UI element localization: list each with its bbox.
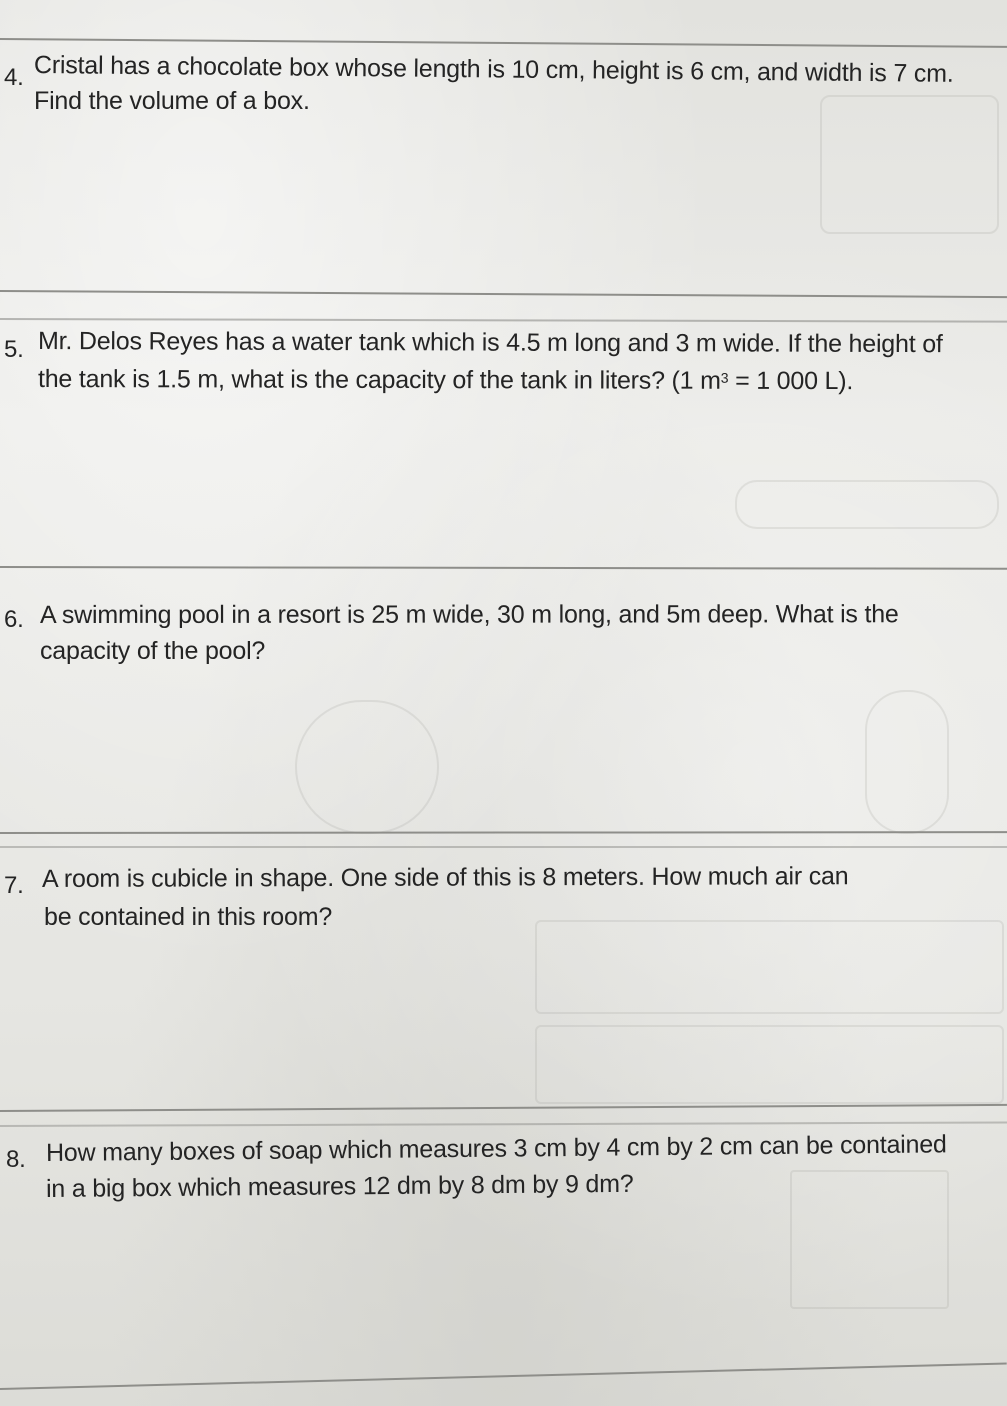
question-text-line-2 [38,362,853,399]
divider-rule [0,318,1007,323]
question-text-line-2: capacity of the pool? [40,637,266,665]
divider-rule [0,566,1007,570]
question-text-line-2: be contained in this room? [44,903,333,931]
question-number: 5. [4,336,24,363]
question-5 [0,324,1007,404]
divider-rule [0,290,1007,298]
bottom-rule [0,1363,1007,1390]
divider-rule [0,1121,1007,1127]
show-through-box [295,700,439,834]
question-4 [0,48,1007,128]
divider-rule [0,846,1007,848]
question-text-line-2: Find the volume of a box. [34,87,310,115]
question-text-line-1: A swimming pool in a resort is 25 m wide, 30 m long, and 5m deep. What is the [39,600,899,629]
show-through-box [535,1025,1004,1104]
show-through-box [865,690,949,834]
question-7 [0,862,1007,942]
show-through-box [735,480,999,529]
question-8 [0,1128,1007,1208]
question-number: 6. [4,606,24,633]
question-number: 7. [4,872,24,899]
question-text-line-2: in a big box which measures 12 dm by 8 dm by 9 dm? [45,1169,634,1203]
conversion-text: = 1 000 L). [728,366,854,396]
question-number: 4. [4,64,24,91]
question-text-line-1: Mr. Delos Reyes has a water tank which is 4.5 m long and 3 m wide. If the height of [37,327,943,359]
question-text-line-1: A room is cubicle in shape. One side of this is 8 meters. How much air can [41,862,849,893]
question-6 [0,598,1007,678]
divider-rule [0,831,1007,834]
cubic-exponent: 3 [720,369,729,386]
capacity-question-text: the tank is 1.5 m, what is the capacity of the tank in liters? (1 m [37,365,721,395]
question-text-line-1: How many boxes of soap which measures 3 cm by 4 cm by 2 cm can be contained [45,1130,947,1167]
divider-rule [0,1104,1007,1112]
question-text-line-1: Cristal has a chocolate box whose length is 10 cm, height is 6 cm, and width is 7 cm. [33,51,954,88]
top-rule [0,38,1007,48]
question-number: 8. [6,1146,26,1173]
